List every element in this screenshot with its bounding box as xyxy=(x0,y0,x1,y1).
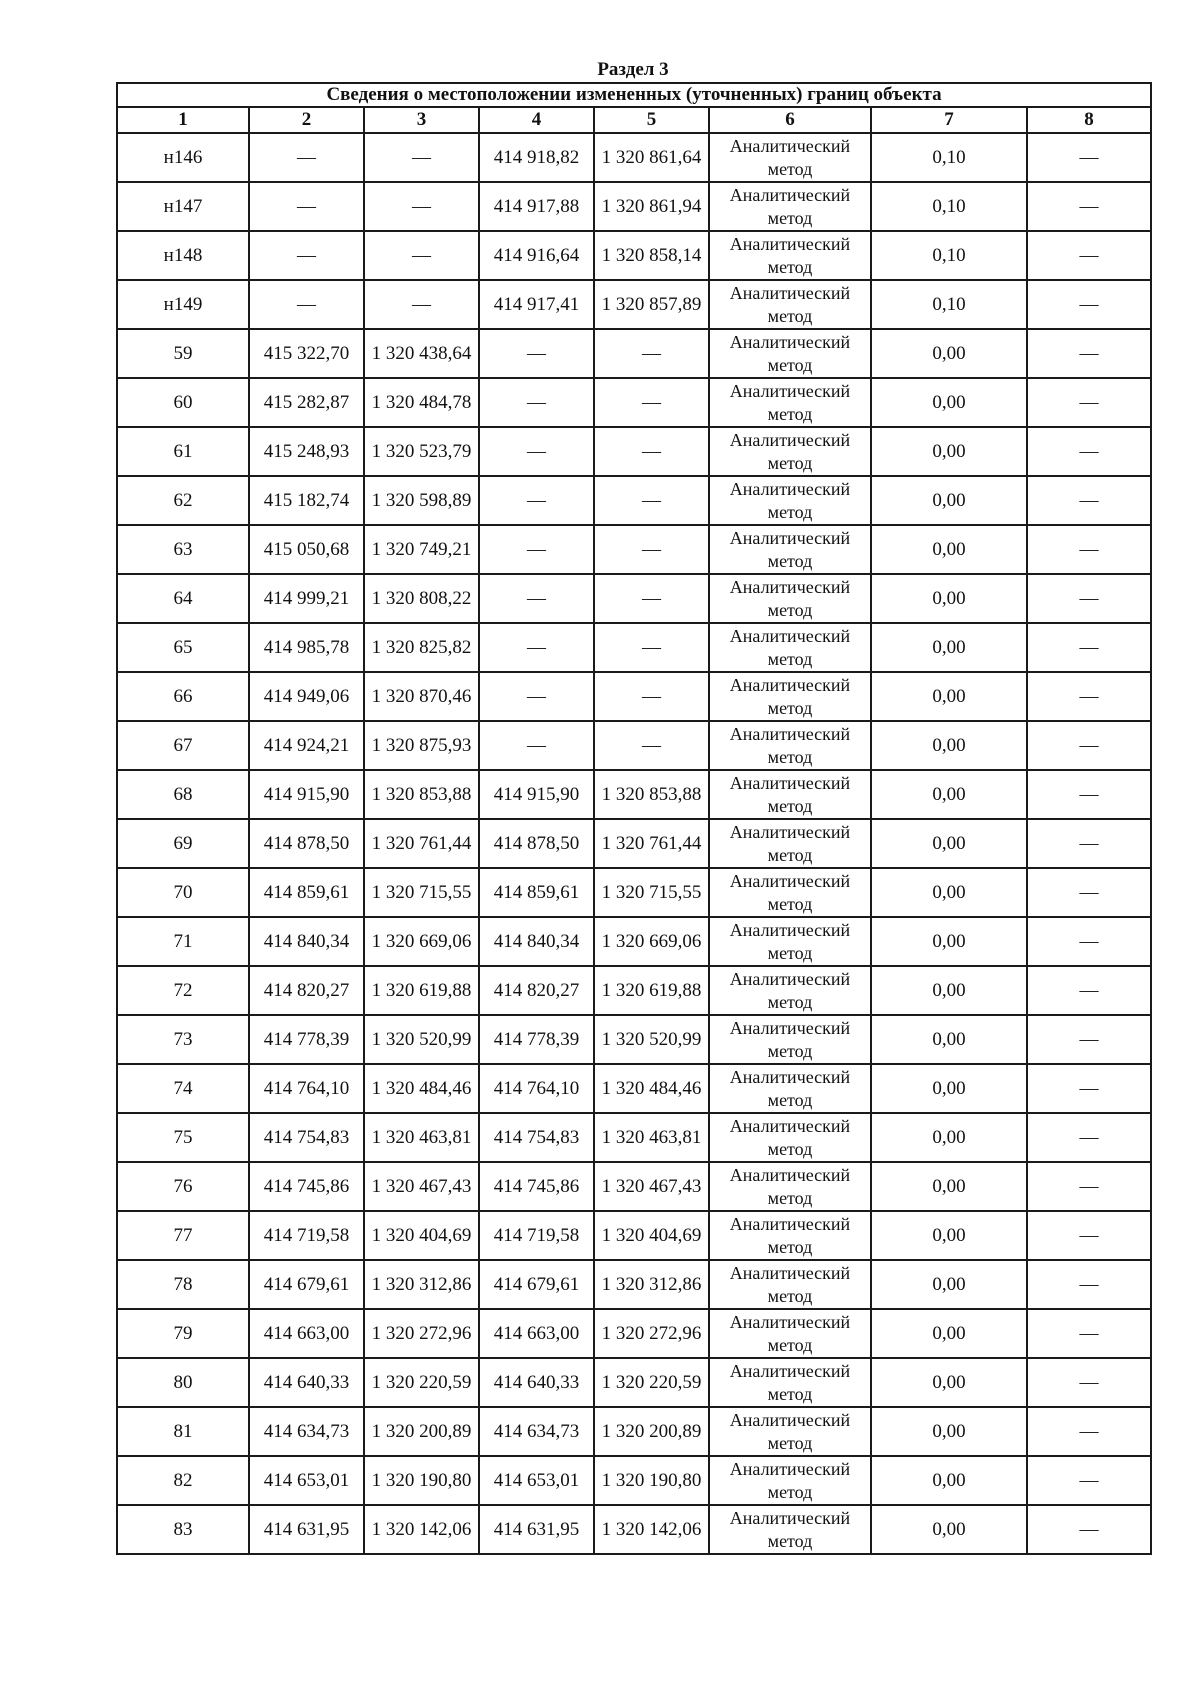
table-cell-col-6: Аналитический метод xyxy=(709,427,871,476)
table-cell-col-2: — xyxy=(249,280,364,329)
table-cell-col-4: 414 778,39 xyxy=(479,1015,594,1064)
table-cell-col-2: 415 322,70 xyxy=(249,329,364,378)
table-cell-col-2: 414 653,01 xyxy=(249,1456,364,1505)
table-cell-col-7: 0,00 xyxy=(871,1358,1027,1407)
table-cell-col-4: 414 916,64 xyxy=(479,231,594,280)
table-cell-col-2: 414 679,61 xyxy=(249,1260,364,1309)
table-cell-col-2: 414 634,73 xyxy=(249,1407,364,1456)
column-number-6: 6 xyxy=(709,107,871,133)
table-cell-col-2: 414 924,21 xyxy=(249,721,364,770)
table-cell-col-5: — xyxy=(594,378,709,427)
table-cell-col-6: Аналитический метод xyxy=(709,868,871,917)
table-cell-col-1: 72 xyxy=(117,966,249,1015)
table-cell-col-2: 414 754,83 xyxy=(249,1113,364,1162)
table-cell-col-2: 414 999,21 xyxy=(249,574,364,623)
table-cell-col-1: 74 xyxy=(117,1064,249,1113)
table-cell-col-7: 0,10 xyxy=(871,280,1027,329)
table-cell-col-1: 66 xyxy=(117,672,249,721)
table-cell-col-2: 414 878,50 xyxy=(249,819,364,868)
table-cell-col-6: Аналитический метод xyxy=(709,1211,871,1260)
table-cell-col-6: Аналитический метод xyxy=(709,1407,871,1456)
table-cell-col-3: 1 320 598,89 xyxy=(364,476,479,525)
table-cell-col-4: 414 878,50 xyxy=(479,819,594,868)
table-cell-col-7: 0,00 xyxy=(871,1505,1027,1554)
table-cell-col-7: 0,00 xyxy=(871,329,1027,378)
table-cell-col-4: — xyxy=(479,574,594,623)
table-cell-col-4: 414 917,41 xyxy=(479,280,594,329)
table-cell-col-2: 414 859,61 xyxy=(249,868,364,917)
table-row xyxy=(117,133,1151,182)
table-cell-col-6: Аналитический метод xyxy=(709,329,871,378)
table-cell-col-5: 1 320 861,94 xyxy=(594,182,709,231)
table-row xyxy=(117,378,1151,427)
table-cell-col-2: 414 985,78 xyxy=(249,623,364,672)
table-cell-col-8: — xyxy=(1027,378,1151,427)
table-cell-col-3: 1 320 220,59 xyxy=(364,1358,479,1407)
table-cell-col-4: — xyxy=(479,378,594,427)
table-cell-col-3: 1 320 484,78 xyxy=(364,378,479,427)
boundary-table xyxy=(116,82,1152,1555)
table-cell-col-7: 0,00 xyxy=(871,868,1027,917)
table-cell-col-7: 0,00 xyxy=(871,1456,1027,1505)
table-cell-col-7: 0,00 xyxy=(871,1211,1027,1260)
table-cell-col-3: 1 320 808,22 xyxy=(364,574,479,623)
table-cell-col-2: 415 182,74 xyxy=(249,476,364,525)
table-cell-col-8: — xyxy=(1027,672,1151,721)
table-cell-col-4: — xyxy=(479,721,594,770)
table-cell-col-5: 1 320 858,14 xyxy=(594,231,709,280)
table-cell-col-8: — xyxy=(1027,231,1151,280)
table-cell-col-7: 0,00 xyxy=(871,1113,1027,1162)
table-cell-col-7: 0,00 xyxy=(871,819,1027,868)
table-cell-col-4: 414 679,61 xyxy=(479,1260,594,1309)
table-cell-col-4: 414 840,34 xyxy=(479,917,594,966)
table-cell-col-1: 76 xyxy=(117,1162,249,1211)
table-cell-col-5: 1 320 200,89 xyxy=(594,1407,709,1456)
table-cell-col-3: 1 320 523,79 xyxy=(364,427,479,476)
table-cell-col-2: 414 640,33 xyxy=(249,1358,364,1407)
table-cell-col-7: 0,00 xyxy=(871,1064,1027,1113)
table-cell-col-1: 69 xyxy=(117,819,249,868)
table-cell-col-5: — xyxy=(594,672,709,721)
table-cell-col-8: — xyxy=(1027,1211,1151,1260)
table-cell-col-7: 0,00 xyxy=(871,623,1027,672)
table-cell-col-1: 75 xyxy=(117,1113,249,1162)
table-cell-col-4: 414 917,88 xyxy=(479,182,594,231)
table-cell-col-4: — xyxy=(479,329,594,378)
table-row xyxy=(117,1407,1151,1456)
table-cell-col-8: — xyxy=(1027,329,1151,378)
table-cell-col-2: 414 820,27 xyxy=(249,966,364,1015)
table-cell-col-5: — xyxy=(594,623,709,672)
table-row xyxy=(117,672,1151,721)
table-cell-col-4: 414 915,90 xyxy=(479,770,594,819)
table-cell-col-1: 59 xyxy=(117,329,249,378)
table-cell-col-5: 1 320 853,88 xyxy=(594,770,709,819)
table-cell-col-5: 1 320 272,96 xyxy=(594,1309,709,1358)
table-cell-col-4: — xyxy=(479,623,594,672)
table-cell-col-1: 68 xyxy=(117,770,249,819)
table-cell-col-6: Аналитический метод xyxy=(709,574,871,623)
table-cell-col-1: 63 xyxy=(117,525,249,574)
table-cell-col-6: Аналитический метод xyxy=(709,966,871,1015)
table-cell-col-6: Аналитический метод xyxy=(709,623,871,672)
table-cell-col-2: 415 050,68 xyxy=(249,525,364,574)
table-cell-col-8: — xyxy=(1027,1064,1151,1113)
table-cell-col-3: 1 320 825,82 xyxy=(364,623,479,672)
table-row xyxy=(117,1456,1151,1505)
table-cell-col-6: Аналитический метод xyxy=(709,182,871,231)
table-cell-col-5: 1 320 520,99 xyxy=(594,1015,709,1064)
table-row xyxy=(117,770,1151,819)
table-cell-col-5: 1 320 404,69 xyxy=(594,1211,709,1260)
table-cell-col-8: — xyxy=(1027,182,1151,231)
table-cell-col-6: Аналитический метод xyxy=(709,231,871,280)
table-cell-col-4: — xyxy=(479,672,594,721)
table-cell-col-3: 1 320 875,93 xyxy=(364,721,479,770)
table-cell-col-6: Аналитический метод xyxy=(709,1015,871,1064)
section-title: Раздел 3 xyxy=(597,59,669,80)
table-cell-col-6: Аналитический метод xyxy=(709,1358,871,1407)
table-cell-col-6: Аналитический метод xyxy=(709,133,871,182)
table-cell-col-6: Аналитический метод xyxy=(709,1162,871,1211)
table-row xyxy=(117,476,1151,525)
table-cell-col-5: 1 320 857,89 xyxy=(594,280,709,329)
column-number-8: 8 xyxy=(1027,107,1151,133)
table-cell-col-5: 1 320 861,64 xyxy=(594,133,709,182)
table-body xyxy=(117,133,1151,1554)
table-cell-col-5: 1 320 312,86 xyxy=(594,1260,709,1309)
table-cell-col-5: 1 320 669,06 xyxy=(594,917,709,966)
table-cell-col-6: Аналитический метод xyxy=(709,525,871,574)
table-cell-col-7: 0,00 xyxy=(871,770,1027,819)
table-row xyxy=(117,1260,1151,1309)
table-cell-col-7: 0,00 xyxy=(871,721,1027,770)
table-cell-col-2: — xyxy=(249,231,364,280)
table-cell-col-8: — xyxy=(1027,1260,1151,1309)
table-row xyxy=(117,1211,1151,1260)
table-cell-col-3: — xyxy=(364,231,479,280)
table-cell-col-7: 0,10 xyxy=(871,231,1027,280)
table-cell-col-3: 1 320 853,88 xyxy=(364,770,479,819)
table-cell-col-7: 0,00 xyxy=(871,1407,1027,1456)
table-cell-col-6: Аналитический метод xyxy=(709,280,871,329)
table-row xyxy=(117,917,1151,966)
column-number-7: 7 xyxy=(871,107,1027,133)
table-cell-col-2: 414 764,10 xyxy=(249,1064,364,1113)
table-cell-col-8: — xyxy=(1027,1015,1151,1064)
table-cell-col-4: 414 640,33 xyxy=(479,1358,594,1407)
table-row xyxy=(117,623,1151,672)
table-cell-col-3: 1 320 190,80 xyxy=(364,1456,479,1505)
table-row xyxy=(117,721,1151,770)
table-cell-col-6: Аналитический метод xyxy=(709,672,871,721)
table-row xyxy=(117,280,1151,329)
table-cell-col-1: 71 xyxy=(117,917,249,966)
table-cell-col-1: 67 xyxy=(117,721,249,770)
table-row xyxy=(117,1505,1151,1554)
column-number-4: 4 xyxy=(479,107,594,133)
table-cell-col-2: 414 915,90 xyxy=(249,770,364,819)
table-row xyxy=(117,182,1151,231)
table-row xyxy=(117,1309,1151,1358)
table-cell-col-7: 0,00 xyxy=(871,672,1027,721)
table-cell-col-2: 414 745,86 xyxy=(249,1162,364,1211)
table-cell-col-3: — xyxy=(364,133,479,182)
table-cell-col-2: 414 663,00 xyxy=(249,1309,364,1358)
table-cell-col-7: 0,00 xyxy=(871,1015,1027,1064)
table-row xyxy=(117,231,1151,280)
table-cell-col-2: — xyxy=(249,182,364,231)
table-cell-col-1: 64 xyxy=(117,574,249,623)
table-cell-col-6: Аналитический метод xyxy=(709,1456,871,1505)
table-cell-col-5: 1 320 467,43 xyxy=(594,1162,709,1211)
table-cell-col-5: 1 320 190,80 xyxy=(594,1456,709,1505)
table-cell-col-1: 81 xyxy=(117,1407,249,1456)
table-cell-col-8: — xyxy=(1027,1456,1151,1505)
table-cell-col-7: 0,00 xyxy=(871,574,1027,623)
table-cell-col-7: 0,00 xyxy=(871,1162,1027,1211)
table-cell-col-5: 1 320 463,81 xyxy=(594,1113,709,1162)
table-cell-col-6: Аналитический метод xyxy=(709,378,871,427)
table-cell-col-1: 77 xyxy=(117,1211,249,1260)
table-cell-col-1: 61 xyxy=(117,427,249,476)
column-number-3: 3 xyxy=(364,107,479,133)
table-cell-col-8: — xyxy=(1027,1162,1151,1211)
table-cell-col-8: — xyxy=(1027,1113,1151,1162)
table-cell-col-3: 1 320 438,64 xyxy=(364,329,479,378)
table-cell-col-1: 60 xyxy=(117,378,249,427)
table-row xyxy=(117,574,1151,623)
table-cell-col-5: 1 320 484,46 xyxy=(594,1064,709,1113)
table-cell-col-5: — xyxy=(594,574,709,623)
table-cell-col-6: Аналитический метод xyxy=(709,1260,871,1309)
table-cell-col-3: 1 320 467,43 xyxy=(364,1162,479,1211)
table-cell-col-4: 414 631,95 xyxy=(479,1505,594,1554)
table-cell-col-1: 83 xyxy=(117,1505,249,1554)
table-cell-col-5: — xyxy=(594,525,709,574)
table-cell-col-2: — xyxy=(249,133,364,182)
table-cell-col-5: — xyxy=(594,476,709,525)
table-cell-col-5: 1 320 761,44 xyxy=(594,819,709,868)
table-cell-col-3: 1 320 404,69 xyxy=(364,1211,479,1260)
table-cell-col-8: — xyxy=(1027,721,1151,770)
table-row xyxy=(117,329,1151,378)
table-cell-col-7: 0,00 xyxy=(871,476,1027,525)
table-cell-col-3: 1 320 619,88 xyxy=(364,966,479,1015)
table-cell-col-4: 414 754,83 xyxy=(479,1113,594,1162)
table-cell-col-6: Аналитический метод xyxy=(709,1309,871,1358)
table-cell-col-3: 1 320 312,86 xyxy=(364,1260,479,1309)
table-cell-col-5: — xyxy=(594,427,709,476)
table-caption: Сведения о местоположении измененных (уточненных) границ объекта xyxy=(117,83,1151,107)
table-cell-col-1: 82 xyxy=(117,1456,249,1505)
table-cell-col-3: 1 320 272,96 xyxy=(364,1309,479,1358)
table-cell-col-8: — xyxy=(1027,1505,1151,1554)
table-cell-col-8: — xyxy=(1027,770,1151,819)
table-cell-col-4: 414 745,86 xyxy=(479,1162,594,1211)
table-cell-col-3: 1 320 484,46 xyxy=(364,1064,479,1113)
table-cell-col-4: 414 634,73 xyxy=(479,1407,594,1456)
column-number-2: 2 xyxy=(249,107,364,133)
column-number-1: 1 xyxy=(117,107,249,133)
table-row xyxy=(117,1358,1151,1407)
table-cell-col-4: 414 719,58 xyxy=(479,1211,594,1260)
table-cell-col-4: 414 918,82 xyxy=(479,133,594,182)
table-cell-col-8: — xyxy=(1027,574,1151,623)
table-cell-col-6: Аналитический метод xyxy=(709,917,871,966)
table-row xyxy=(117,966,1151,1015)
table-cell-col-8: — xyxy=(1027,1407,1151,1456)
table-cell-col-1: 62 xyxy=(117,476,249,525)
table-cell-col-4: — xyxy=(479,427,594,476)
table-cell-col-6: Аналитический метод xyxy=(709,819,871,868)
table-cell-col-6: Аналитический метод xyxy=(709,721,871,770)
table-cell-col-4: 414 663,00 xyxy=(479,1309,594,1358)
table-cell-col-5: — xyxy=(594,329,709,378)
table-cell-col-5: 1 320 220,59 xyxy=(594,1358,709,1407)
table-cell-col-7: 0,00 xyxy=(871,917,1027,966)
table-row xyxy=(117,1113,1151,1162)
table-cell-col-8: — xyxy=(1027,966,1151,1015)
table-cell-col-3: 1 320 761,44 xyxy=(364,819,479,868)
table-row xyxy=(117,1162,1151,1211)
table-cell-col-8: — xyxy=(1027,868,1151,917)
table-cell-col-2: 414 778,39 xyxy=(249,1015,364,1064)
table-row xyxy=(117,819,1151,868)
table-cell-col-1: 73 xyxy=(117,1015,249,1064)
table-cell-col-3: 1 320 870,46 xyxy=(364,672,479,721)
table-cell-col-1: н148 xyxy=(117,231,249,280)
table-cell-col-6: Аналитический метод xyxy=(709,1113,871,1162)
table-cell-col-8: — xyxy=(1027,133,1151,182)
table-cell-col-8: — xyxy=(1027,1309,1151,1358)
table-cell-col-1: 70 xyxy=(117,868,249,917)
table-cell-col-3: 1 320 520,99 xyxy=(364,1015,479,1064)
table-cell-col-5: 1 320 142,06 xyxy=(594,1505,709,1554)
table-cell-col-7: 0,00 xyxy=(871,525,1027,574)
table-cell-col-8: — xyxy=(1027,280,1151,329)
table-cell-col-7: 0,00 xyxy=(871,1260,1027,1309)
table-row xyxy=(117,868,1151,917)
table-cell-col-2: 415 248,93 xyxy=(249,427,364,476)
table-cell-col-1: 78 xyxy=(117,1260,249,1309)
table-cell-col-6: Аналитический метод xyxy=(709,476,871,525)
table-cell-col-7: 0,00 xyxy=(871,378,1027,427)
table-cell-col-2: 414 719,58 xyxy=(249,1211,364,1260)
column-number-row xyxy=(117,107,1151,133)
table-row xyxy=(117,525,1151,574)
table-cell-col-3: 1 320 142,06 xyxy=(364,1505,479,1554)
table-cell-col-8: — xyxy=(1027,476,1151,525)
table-cell-col-4: 414 820,27 xyxy=(479,966,594,1015)
table-cell-col-3: 1 320 463,81 xyxy=(364,1113,479,1162)
table-cell-col-7: 0,00 xyxy=(871,427,1027,476)
table-cell-col-3: 1 320 749,21 xyxy=(364,525,479,574)
table-cell-col-8: — xyxy=(1027,525,1151,574)
table-cell-col-3: — xyxy=(364,280,479,329)
table-cell-col-5: 1 320 619,88 xyxy=(594,966,709,1015)
table-cell-col-3: 1 320 715,55 xyxy=(364,868,479,917)
table-cell-col-6: Аналитический метод xyxy=(709,1505,871,1554)
table-cell-col-8: — xyxy=(1027,819,1151,868)
table-cell-col-1: 79 xyxy=(117,1309,249,1358)
table-cell-col-3: — xyxy=(364,182,479,231)
table-cell-col-4: — xyxy=(479,476,594,525)
table-row xyxy=(117,1015,1151,1064)
table-cell-col-7: 0,10 xyxy=(871,133,1027,182)
table-cell-col-1: н149 xyxy=(117,280,249,329)
table-cell-col-2: 415 282,87 xyxy=(249,378,364,427)
table-cell-col-4: — xyxy=(479,525,594,574)
table-cell-col-1: 80 xyxy=(117,1358,249,1407)
table-cell-col-8: — xyxy=(1027,1358,1151,1407)
table-cell-col-6: Аналитический метод xyxy=(709,770,871,819)
table-row xyxy=(117,1064,1151,1113)
table-cell-col-1: 65 xyxy=(117,623,249,672)
table-cell-col-2: 414 949,06 xyxy=(249,672,364,721)
column-number-5: 5 xyxy=(594,107,709,133)
table-cell-col-7: 0,00 xyxy=(871,1309,1027,1358)
table-cell-col-3: 1 320 669,06 xyxy=(364,917,479,966)
table-cell-col-8: — xyxy=(1027,427,1151,476)
table-cell-col-7: 0,10 xyxy=(871,182,1027,231)
table-cell-col-5: — xyxy=(594,721,709,770)
table-cell-col-4: 414 859,61 xyxy=(479,868,594,917)
table-cell-col-8: — xyxy=(1027,623,1151,672)
table-cell-col-6: Аналитический метод xyxy=(709,1064,871,1113)
table-cell-col-8: — xyxy=(1027,917,1151,966)
table-cell-col-4: 414 653,01 xyxy=(479,1456,594,1505)
table-cell-col-4: 414 764,10 xyxy=(479,1064,594,1113)
table-cell-col-5: 1 320 715,55 xyxy=(594,868,709,917)
table-cell-col-1: н146 xyxy=(117,133,249,182)
table-cell-col-7: 0,00 xyxy=(871,966,1027,1015)
table-cell-col-2: 414 840,34 xyxy=(249,917,364,966)
table-row xyxy=(117,427,1151,476)
table-cell-col-3: 1 320 200,89 xyxy=(364,1407,479,1456)
document-page xyxy=(116,58,1150,1555)
table-cell-col-1: н147 xyxy=(117,182,249,231)
table-cell-col-2: 414 631,95 xyxy=(249,1505,364,1554)
